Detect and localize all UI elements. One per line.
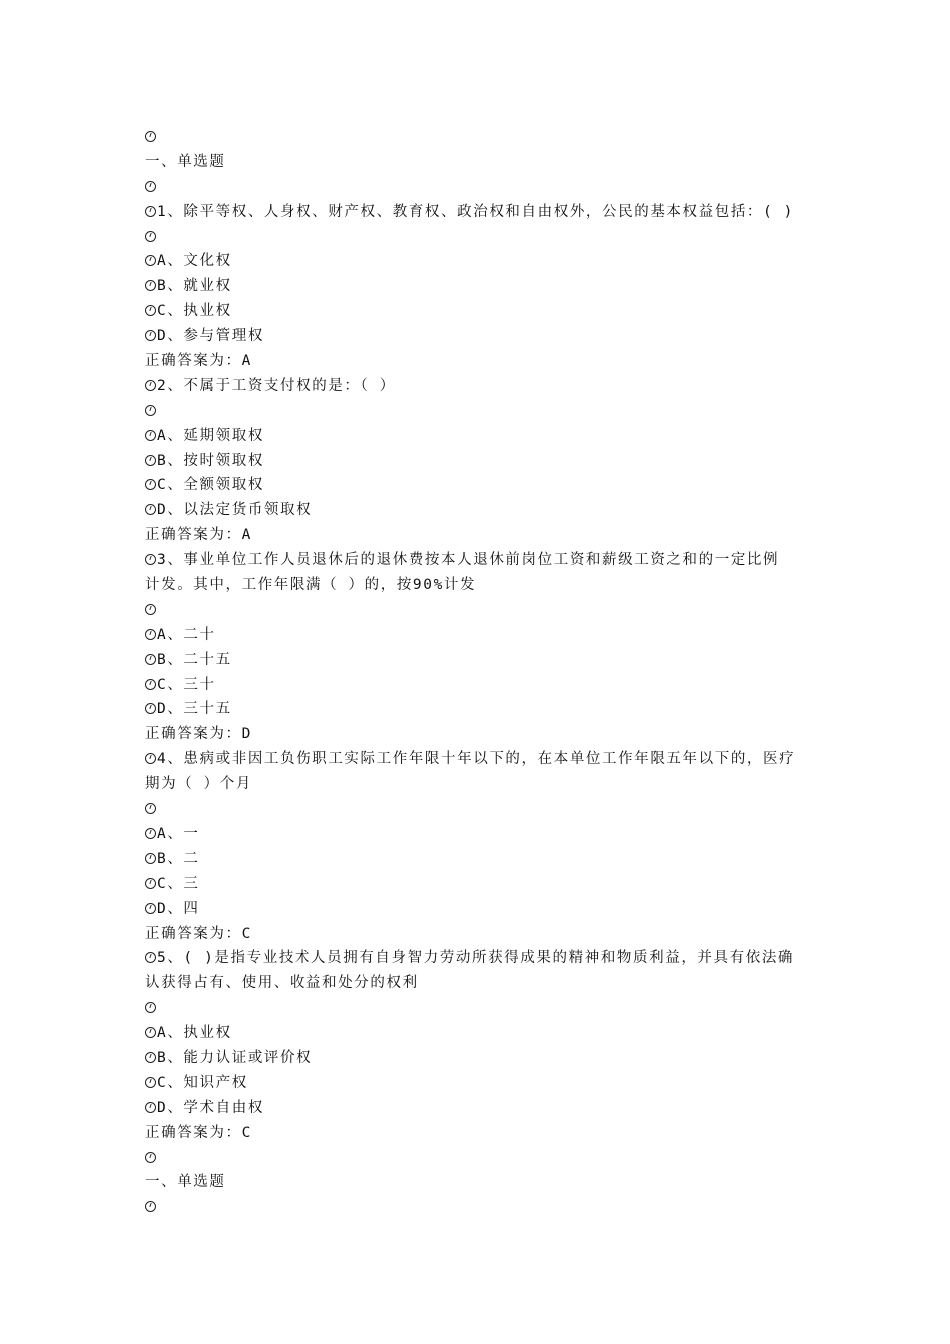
line-text: C、三十 <box>157 676 216 693</box>
text-line <box>145 523 815 548</box>
clock-bullet-icon <box>145 554 156 565</box>
text-line <box>145 200 815 225</box>
line-text: 期为（ ）个月 <box>145 776 252 793</box>
text-line <box>145 747 815 772</box>
text-line <box>145 946 815 971</box>
text-line <box>145 797 815 822</box>
line-text: 2、不属于工资支付权的是：（ ） <box>157 377 396 394</box>
clock-bullet-icon <box>145 1027 156 1038</box>
text-line <box>145 150 815 175</box>
text-line <box>145 772 815 797</box>
line-text: B、按时领取权 <box>157 452 264 469</box>
text-line <box>145 1146 815 1171</box>
clock-bullet-icon <box>145 305 156 316</box>
clock-bullet-icon <box>145 952 156 963</box>
line-text: B、就业权 <box>157 278 232 295</box>
text-line <box>145 424 815 449</box>
line-text: D、三十五 <box>157 701 232 718</box>
text-line <box>145 1170 815 1195</box>
line-text: 一、单选题 <box>145 1174 226 1191</box>
text-line <box>145 374 815 399</box>
text-line <box>145 897 815 922</box>
clock-bullet-icon <box>145 753 156 764</box>
text-line <box>145 648 815 673</box>
clock-bullet-icon <box>145 206 156 217</box>
line-text: 正确答案为：C <box>145 1124 252 1141</box>
text-line <box>145 1096 815 1121</box>
text-line <box>145 175 815 200</box>
text-line <box>145 623 815 648</box>
clock-bullet-icon <box>145 654 156 665</box>
clock-bullet-icon <box>145 1152 156 1163</box>
text-line <box>145 872 815 897</box>
text-line <box>145 449 815 474</box>
clock-bullet-icon <box>145 1002 156 1013</box>
line-text: C、全额领取权 <box>157 477 264 494</box>
clock-bullet-icon <box>145 255 156 266</box>
text-line <box>145 299 815 324</box>
line-text: A、二十 <box>157 626 216 643</box>
text-line <box>145 349 815 374</box>
clock-bullet-icon <box>145 679 156 690</box>
text-line <box>145 573 815 598</box>
clock-bullet-icon <box>145 1052 156 1063</box>
clock-bullet-icon <box>145 803 156 814</box>
clock-bullet-icon <box>145 504 156 515</box>
text-line <box>145 847 815 872</box>
clock-bullet-icon <box>145 703 156 714</box>
text-line <box>145 996 815 1021</box>
line-text: 正确答案为：A <box>145 527 252 544</box>
clock-bullet-icon <box>145 330 156 341</box>
clock-bullet-icon <box>145 280 156 291</box>
text-line <box>145 399 815 424</box>
clock-bullet-icon <box>145 380 156 391</box>
text-line <box>145 598 815 623</box>
text-line <box>145 548 815 573</box>
line-text: C、三 <box>157 875 200 892</box>
text-line <box>145 1021 815 1046</box>
text-line <box>145 673 815 698</box>
text-line <box>145 922 815 947</box>
text-line <box>145 822 815 847</box>
text-line <box>145 1071 815 1096</box>
text-line <box>145 225 815 250</box>
clock-bullet-icon <box>145 1201 156 1212</box>
line-text: 计发。其中，工作年限满（ ）的，按90%计发 <box>145 577 477 594</box>
text-line <box>145 324 815 349</box>
line-text: D、参与管理权 <box>157 328 264 345</box>
clock-bullet-icon <box>145 405 156 416</box>
line-text: B、能力认证或评价权 <box>157 1049 313 1066</box>
line-text: 5、( )是指专业技术人员拥有自身智力劳动所获得成果的精神和物质利益，并具有依法确 <box>157 950 795 967</box>
clock-bullet-icon <box>145 853 156 864</box>
clock-bullet-icon <box>145 903 156 914</box>
line-text: B、二十五 <box>157 651 232 668</box>
text-line <box>145 1046 815 1071</box>
line-text: D、四 <box>157 900 200 917</box>
clock-bullet-icon <box>145 629 156 640</box>
line-text: A、执业权 <box>157 1025 232 1042</box>
line-text: A、文化权 <box>157 253 232 270</box>
clock-bullet-icon <box>145 181 156 192</box>
clock-bullet-icon <box>145 430 156 441</box>
text-line <box>145 1121 815 1146</box>
text-line <box>145 498 815 523</box>
line-text: 正确答案为：A <box>145 353 252 370</box>
line-text: 1、除平等权、人身权、财产权、教育权、政治权和自由权外，公民的基本权益包括：( ) <box>157 203 795 220</box>
line-text: 4、患病或非因工负伤职工实际工作年限十年以下的，在本单位工作年限五年以下的，医疗 <box>157 751 796 768</box>
clock-bullet-icon <box>145 455 156 466</box>
text-line <box>145 971 815 996</box>
clock-bullet-icon <box>145 1077 156 1088</box>
line-text: D、学术自由权 <box>157 1099 264 1116</box>
text-line <box>145 125 815 150</box>
line-text: A、延期领取权 <box>157 427 264 444</box>
clock-bullet-icon <box>145 878 156 889</box>
clock-bullet-icon <box>145 1102 156 1113</box>
clock-bullet-icon <box>145 604 156 615</box>
line-text: A、一 <box>157 825 200 842</box>
line-text: C、执业权 <box>157 303 232 320</box>
text-line <box>145 1195 815 1220</box>
clock-bullet-icon <box>145 828 156 839</box>
line-text: 3、事业单位工作人员退休后的退休费按本人退休前岗位工资和薪级工资之和的一定比例 <box>157 552 780 569</box>
line-text: 正确答案为：C <box>145 925 252 942</box>
document-body <box>145 125 815 1220</box>
text-line <box>145 274 815 299</box>
line-text: 正确答案为：D <box>145 726 252 743</box>
clock-bullet-icon <box>145 231 156 242</box>
line-text: B、二 <box>157 850 200 867</box>
line-text: 认获得占有、使用、收益和处分的权利 <box>145 975 419 992</box>
clock-bullet-icon <box>145 131 156 142</box>
text-line <box>145 473 815 498</box>
clock-bullet-icon <box>145 479 156 490</box>
text-line <box>145 697 815 722</box>
text-line <box>145 249 815 274</box>
text-line <box>145 722 815 747</box>
line-text: C、知识产权 <box>157 1074 248 1091</box>
line-text: D、以法定货币领取权 <box>157 502 313 519</box>
line-text: 一、单选题 <box>145 153 226 170</box>
